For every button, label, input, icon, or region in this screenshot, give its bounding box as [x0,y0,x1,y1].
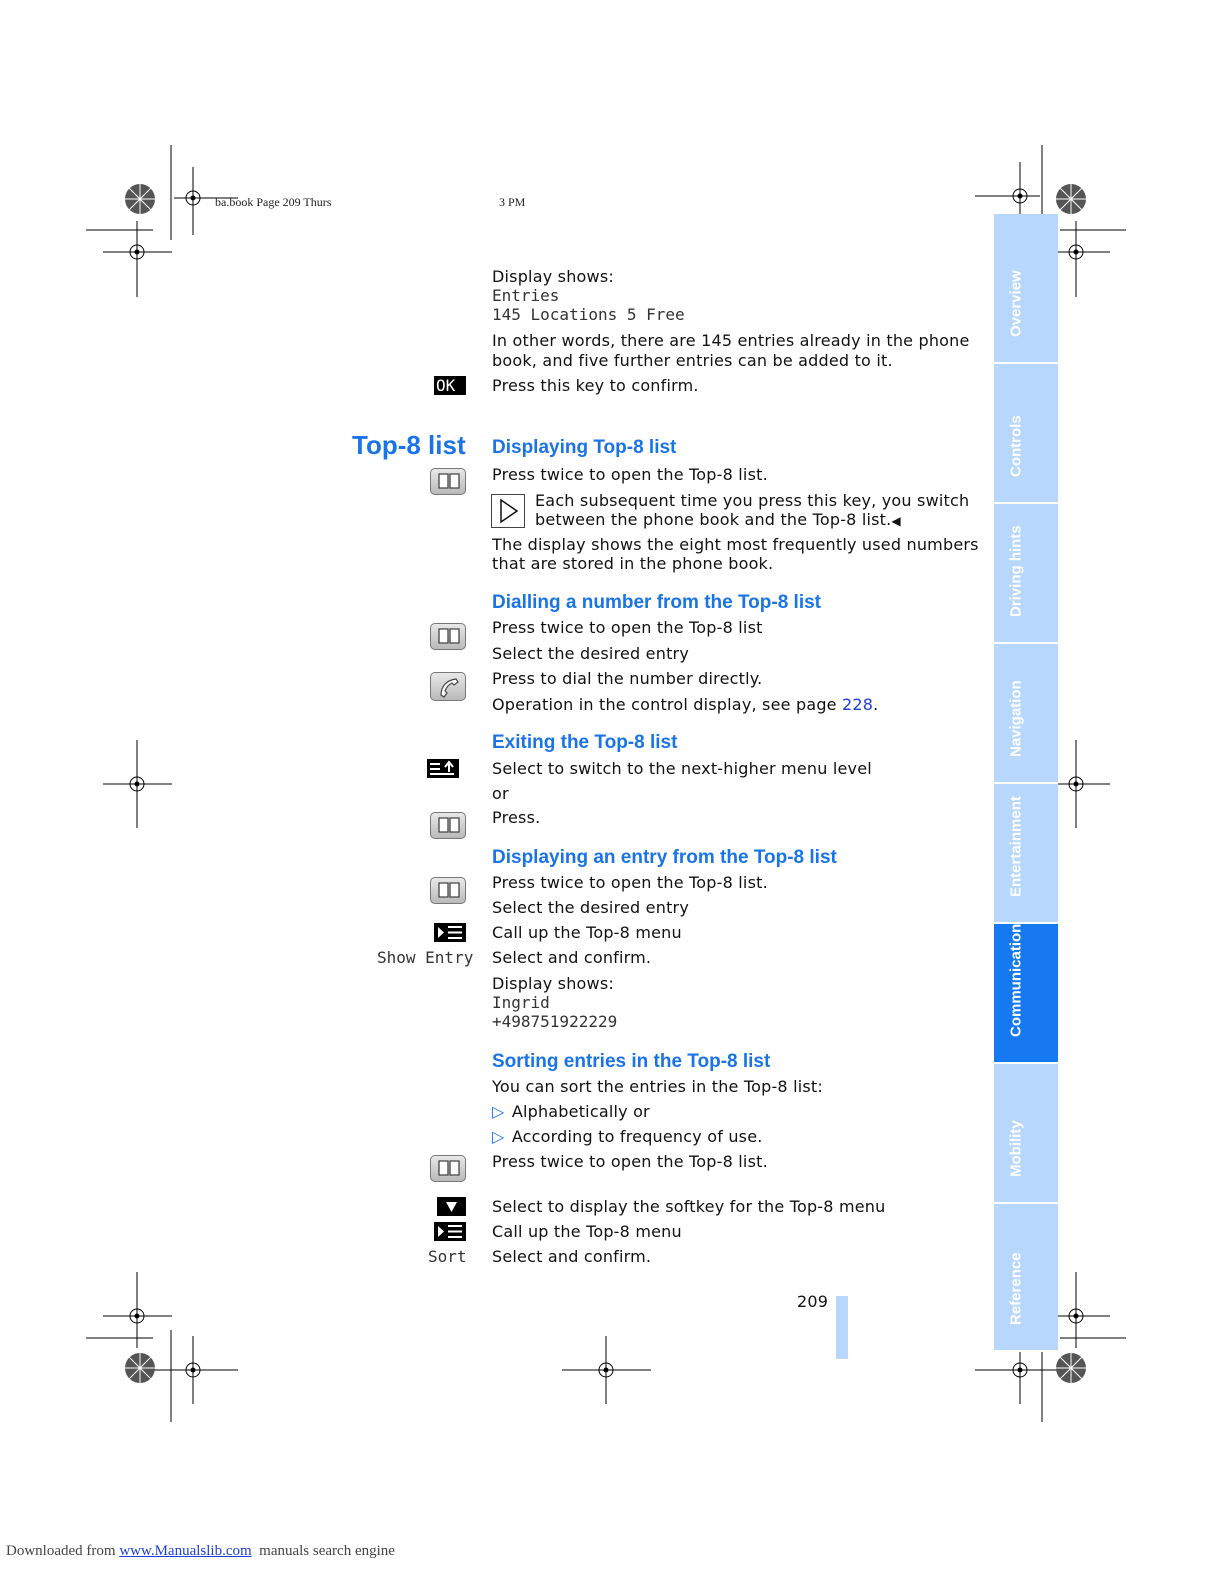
tab-controls[interactable] [994,364,1058,504]
step-text: Call up the Top-8 menu [492,1222,682,1241]
tab-overview[interactable] [994,214,1058,364]
tab-navigation-label: Navigation [1007,680,1025,757]
paragraph-line: You can sort the entries in the Top-8 list: [492,1077,823,1096]
step-text-pre: Operation in the control display, see page [492,695,843,714]
step-text: Press twice to open the Top-8 list. [492,873,768,892]
softkey-label: Sort [428,1247,467,1266]
page-number: 209 [797,1292,829,1311]
step-text [492,695,878,715]
tab-communication-label: Communication [1007,923,1025,1037]
page-marker-bar [836,1296,848,1359]
lcd-line: Entries [492,286,560,305]
phonebook-key-icon [430,1155,466,1182]
subsection-heading: Exiting the Top-8 list [492,732,678,753]
tab-controls-label: Controls [1007,415,1025,477]
step-text: Select the desired entry [492,898,689,917]
step-text: Press. [492,808,541,827]
note-triangle-icon [491,494,525,528]
phonebook-key-icon [430,877,466,904]
subsection-heading: Sorting entries in the Top-8 list [492,1051,771,1072]
phonebook-key-icon [430,812,466,839]
note-line [535,510,901,531]
step-text: or [492,784,509,803]
step-text: Call up the Top-8 menu [492,923,682,942]
step-text: Press this key to confirm. [492,376,699,395]
step-text: Select to switch to the next-higher menu level [492,759,872,778]
display-shows-label: Display shows: [492,974,614,993]
bullet-text: Alphabetically or [511,1102,650,1121]
paragraph-line: that are stored in the phone book. [492,554,774,573]
tab-driving-hints[interactable] [994,504,1058,644]
step-text: Press twice to open the Top-8 list. [492,465,768,484]
ok-key-label: OK [436,376,456,395]
print-slug-left: ba.book Page 209 Thurs [215,195,332,209]
print-slug-right: 3 PM [499,195,526,209]
tab-mobility-label: Mobility [1007,1120,1025,1177]
step-text: Select to display the softkey for the Top-8 menu [492,1197,886,1216]
menu-up-icon [427,759,459,778]
display-shows-label: Display shows: [492,267,614,286]
step-text: Select and confirm. [492,948,652,967]
phonebook-key-icon [430,623,466,650]
tab-overview-label: Overview [1007,270,1025,337]
subsection-heading: Displaying Top-8 list [492,437,677,458]
note-line: Each subsequent time you press this key, you switch [535,491,970,510]
download-footer [6,1543,395,1560]
paragraph-line: The display shows the eight most frequently used numbers [492,535,979,554]
page-link[interactable]: 228 [842,695,874,714]
list-menu-icon [434,923,466,942]
tab-navigation[interactable] [994,644,1058,784]
footer-link[interactable]: www.Manualslib.com [119,1543,252,1559]
step-text: Press to dial the number directly. [492,669,763,688]
tab-mobility[interactable] [994,1064,1058,1204]
step-text: Press twice to open the Top-8 list. [492,1152,768,1171]
step-text: Press twice to open the Top-8 list [492,618,763,637]
ok-key-icon [434,376,466,395]
step-text: Select and confirm. [492,1247,652,1266]
down-arrow-key-icon [437,1197,466,1216]
tab-entertainment[interactable] [994,784,1058,924]
bullet-arrow-icon: ▷ [492,1127,505,1146]
tab-entertainment-label: Entertainment [1007,796,1025,897]
bullet-item [492,1102,650,1122]
tab-communication[interactable] [994,924,1058,1064]
list-menu-icon [434,1222,466,1241]
end-mark-icon: ◀ [891,514,901,528]
softkey-label: Show Entry [377,948,474,967]
paragraph-line: book, and five further entries can be added to it. [492,351,893,370]
tab-reference-label: Reference [1007,1252,1025,1325]
phonebook-key-icon [430,468,466,495]
footer-suffix: manuals search engine [251,1543,395,1559]
step-text: Select the desired entry [492,644,689,663]
subsection-heading: Dialling a number from the Top-8 list [492,592,822,613]
bullet-arrow-icon: ▷ [492,1102,505,1121]
step-text-post: . [873,695,879,714]
lcd-line: +498751922229 [492,1012,618,1031]
bullet-text: According to frequency of use. [511,1127,763,1146]
bullet-item [492,1127,763,1147]
tab-driving-hints-label: Driving hints [1007,525,1025,617]
lcd-line: 145 Locations 5 Free [492,305,685,324]
footer-prefix: Downloaded from [6,1543,120,1559]
note-line-text: between the phone book and the Top-8 list. [535,510,892,529]
phone-key-icon [430,672,466,701]
tab-reference[interactable] [994,1204,1058,1352]
paragraph-line: In other words, there are 145 entries already in the phone [492,331,970,350]
subsection-heading: Displaying an entry from the Top-8 list [492,847,837,868]
section-title: Top-8 list [352,430,466,460]
lcd-line: Ingrid [492,993,550,1012]
